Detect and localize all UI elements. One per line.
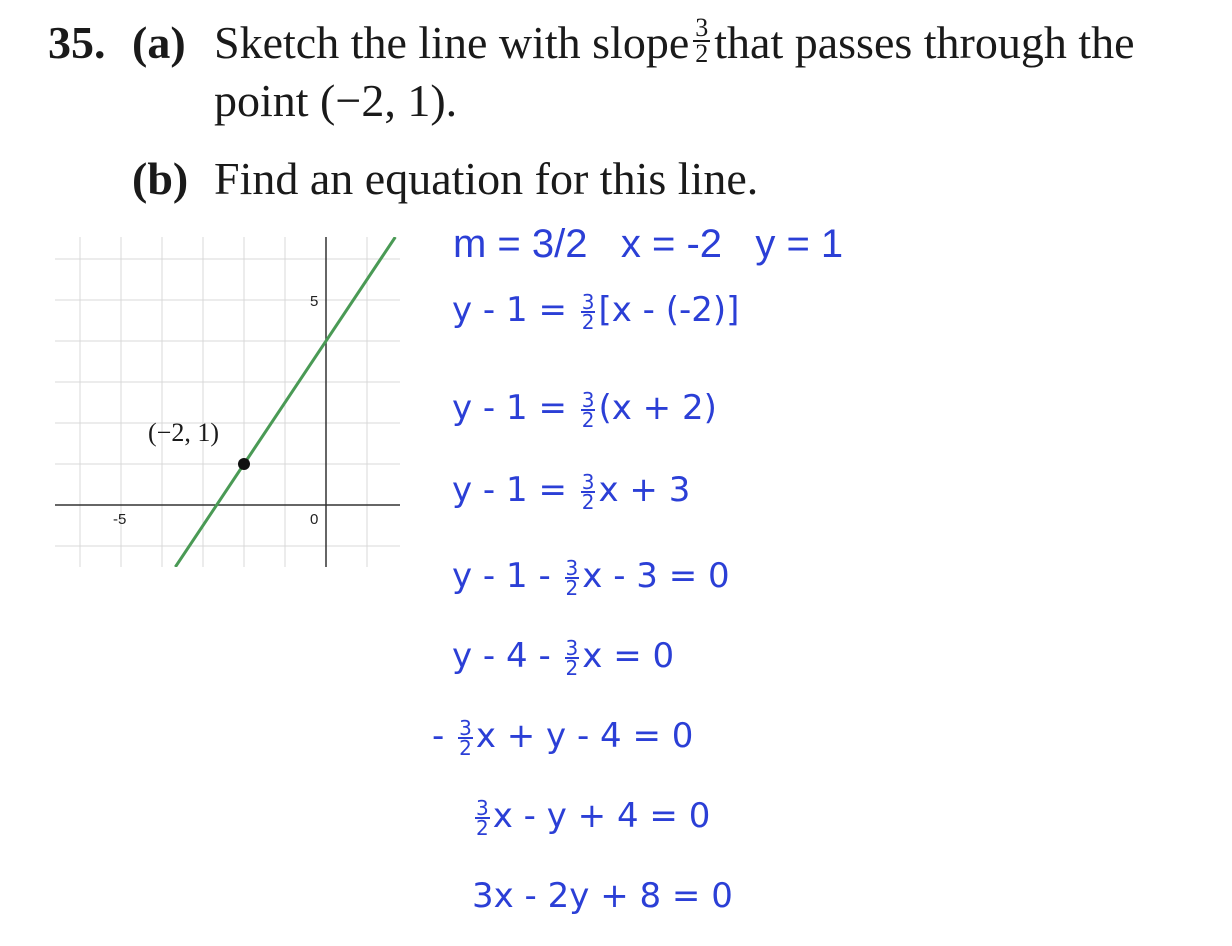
problem-number: 35. bbox=[48, 17, 106, 68]
step-fraction bbox=[565, 555, 580, 600]
fraction-numerator: 3 bbox=[581, 387, 595, 412]
solution-step bbox=[452, 635, 675, 680]
step-text-after: [x - (-2)] bbox=[598, 290, 740, 330]
part-a-text-continued: point (−2, 1). bbox=[214, 75, 458, 126]
solution-step bbox=[452, 387, 717, 432]
fraction-denominator: 2 bbox=[565, 575, 579, 600]
fraction-numerator: 3 bbox=[459, 715, 472, 740]
point-label: (−2, 1) bbox=[148, 418, 219, 447]
solution-step bbox=[432, 715, 694, 760]
step-text-before: y - 1 = bbox=[452, 290, 578, 330]
step-fraction bbox=[565, 635, 580, 680]
step-text-before: 3x - 2y + 8 = 0 bbox=[472, 876, 733, 916]
x-tick-label-0: 0 bbox=[310, 511, 319, 528]
solution-step bbox=[452, 289, 740, 334]
fraction-denominator: 2 bbox=[476, 815, 489, 840]
fraction-numerator: 3 bbox=[581, 289, 595, 314]
part-b-label: (b) bbox=[132, 153, 189, 204]
solution-step bbox=[472, 876, 733, 916]
fraction-numerator: 3 bbox=[565, 635, 579, 660]
fraction-numerator: 3 bbox=[581, 469, 595, 494]
plotted-point bbox=[238, 458, 250, 470]
step-fraction bbox=[458, 715, 473, 760]
step-fraction bbox=[581, 289, 596, 334]
solution-step bbox=[452, 555, 730, 600]
fraction-denominator: 2 bbox=[565, 655, 579, 680]
step-text-after: x = 0 bbox=[582, 636, 675, 676]
step-text-after: x - y + 4 = 0 bbox=[492, 796, 711, 836]
step-fraction bbox=[581, 469, 596, 514]
step-text-before: y - 1 = bbox=[452, 470, 578, 510]
fraction-numerator: 3 bbox=[565, 555, 579, 580]
grid-lines bbox=[55, 237, 400, 567]
step-text-before: - bbox=[432, 716, 456, 756]
fraction-denominator: 2 bbox=[459, 735, 472, 760]
x-tick-label-neg5: -5 bbox=[113, 511, 127, 528]
fraction-denominator: 2 bbox=[581, 489, 595, 514]
slope-fraction: $\frac{3}{2}$ bbox=[695, 13, 709, 69]
step-text-after: x + 3 bbox=[598, 470, 691, 510]
fraction-numerator: 3 bbox=[476, 795, 489, 820]
part-b-text: Find an equation for this line. bbox=[214, 153, 759, 204]
solution-step bbox=[452, 469, 691, 514]
step-text-before: y - 1 - bbox=[452, 556, 562, 596]
step-text-after: x + y - 4 = 0 bbox=[475, 716, 694, 756]
solution-step bbox=[472, 795, 711, 840]
y-tick-label-5: 5 bbox=[310, 293, 319, 310]
axes bbox=[55, 237, 400, 567]
part-a-label: (a) bbox=[132, 17, 186, 68]
step-text-before: y - 4 - bbox=[452, 636, 562, 676]
step-text-after: x - 3 = 0 bbox=[582, 556, 730, 596]
step-fraction bbox=[475, 795, 490, 840]
part-a-text: Sketch the line with slope $\frac{3}{2}$ that passes through the bbox=[214, 13, 1135, 69]
fraction-denominator: 2 bbox=[581, 407, 595, 432]
fraction-denominator: 2 bbox=[581, 309, 595, 334]
step-fraction bbox=[581, 387, 596, 432]
step-text-after: (x + 2) bbox=[598, 388, 717, 428]
given-values: m = 3/2 x = -2 y = 1 bbox=[453, 222, 844, 266]
coordinate-graph bbox=[55, 237, 400, 567]
step-text-before: y - 1 = bbox=[452, 388, 578, 428]
